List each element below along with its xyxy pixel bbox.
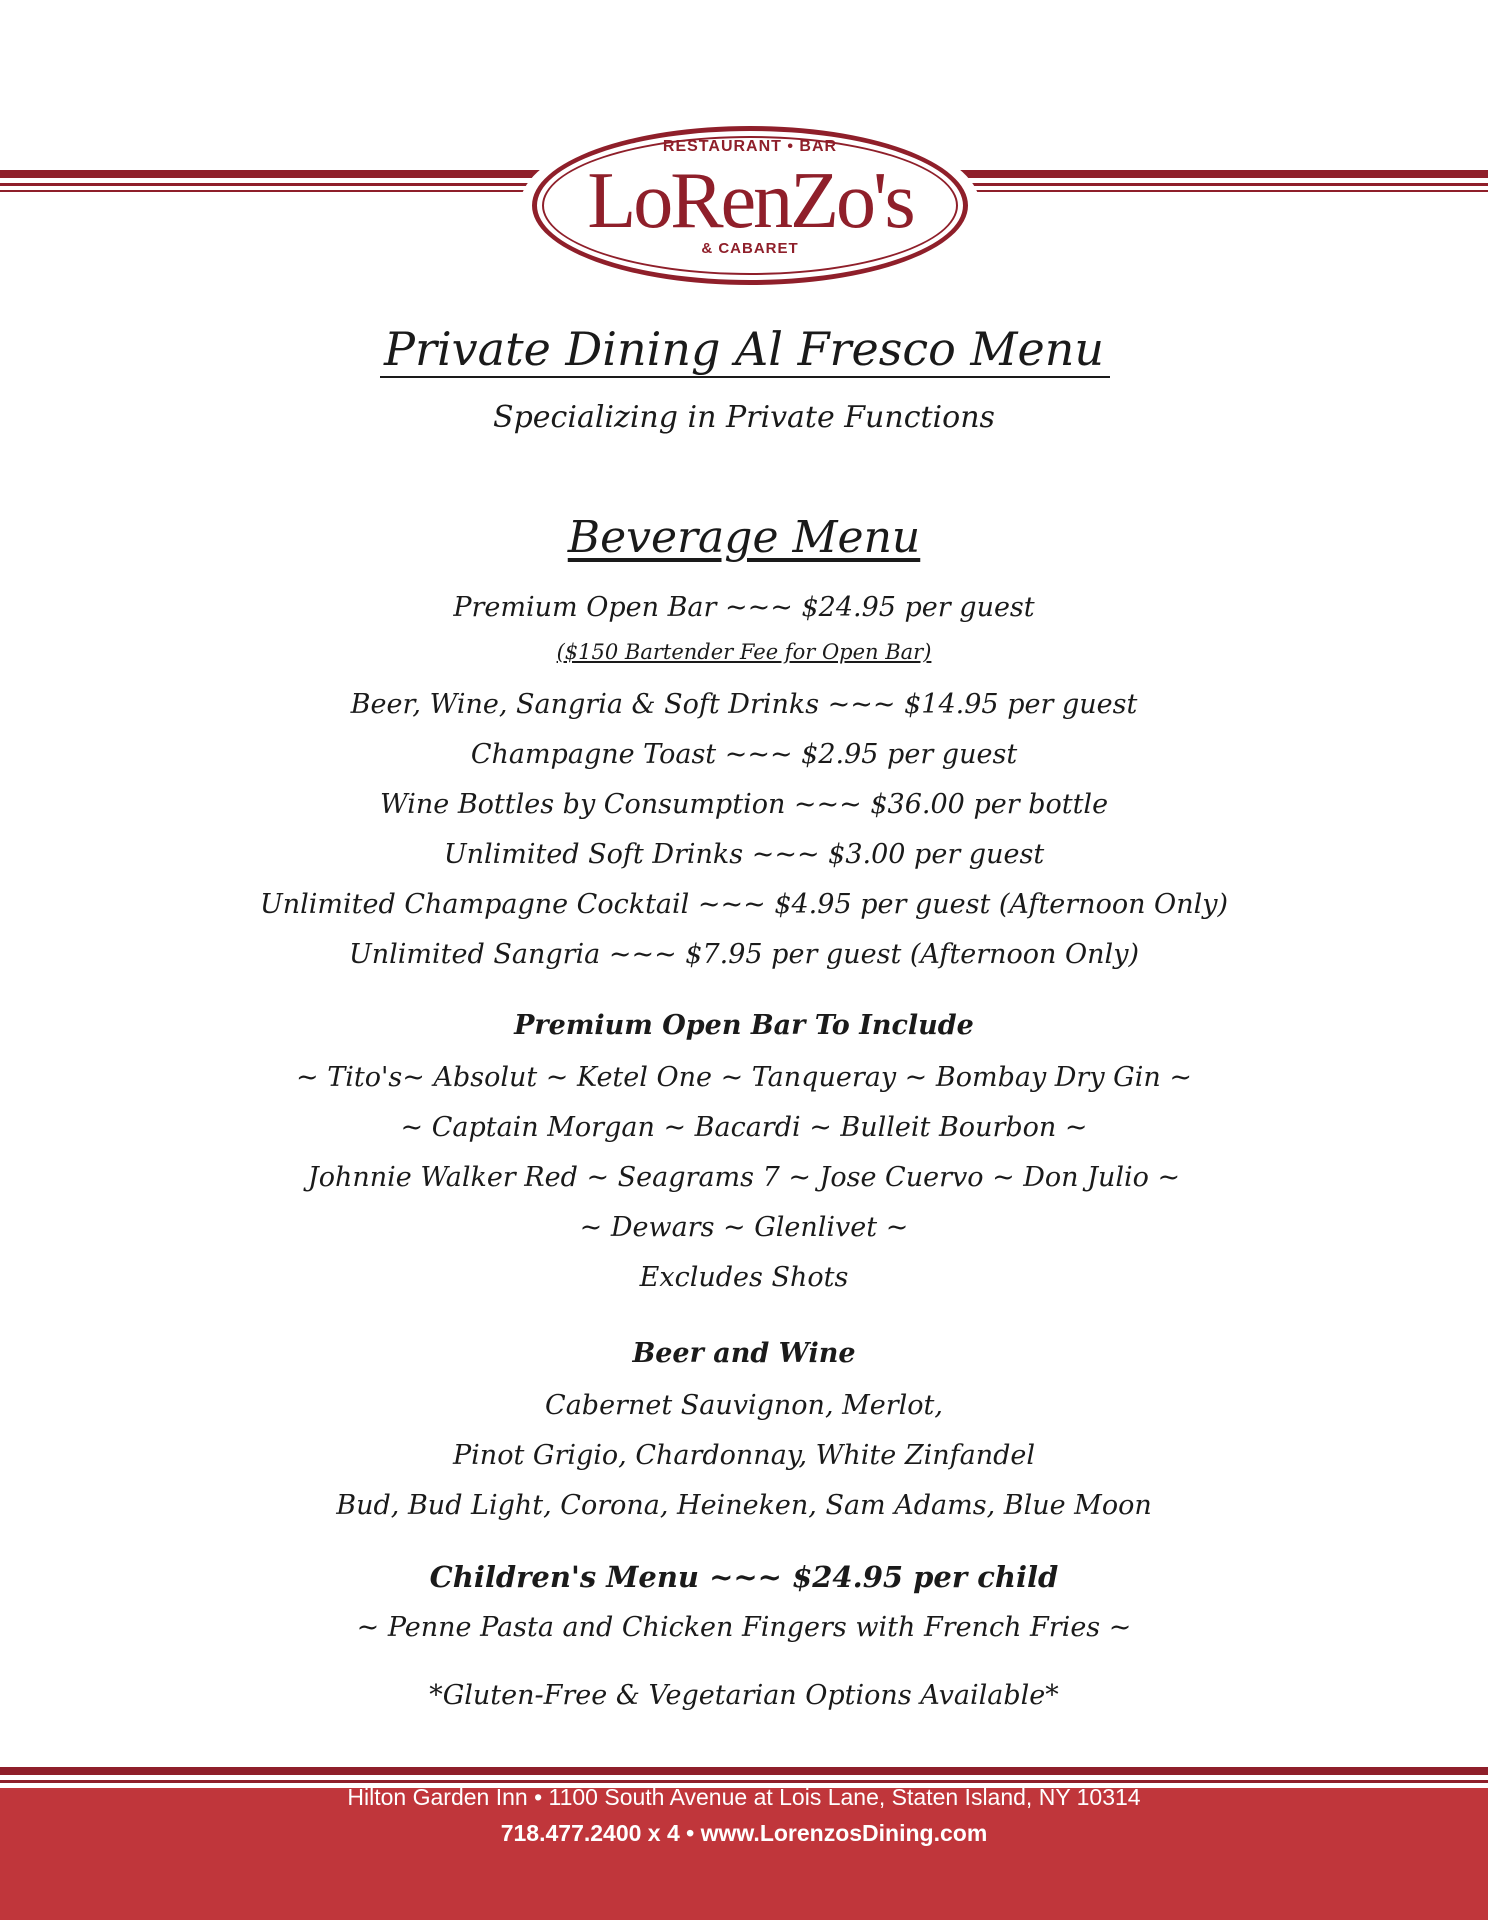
- premium-open-bar-heading: Premium Open Bar To Include: [514, 1010, 974, 1041]
- beverage-line-beer-wine: Beer, Wine, Sangria & Soft Drinks ~~~ $14.95 per guest: [350, 689, 1138, 720]
- premium-list-line-3: Johnnie Walker Red ~ Seagrams 7 ~ Jose Cuervo ~ Don Julio ~: [307, 1162, 1181, 1193]
- logo-tagline-top: RESTAURANT • BAR: [662, 138, 838, 155]
- premium-list-line-5: Excludes Shots: [639, 1262, 849, 1293]
- footer-stripe-thin: [0, 1780, 1488, 1783]
- premium-list-line-2: ~ Captain Morgan ~ Bacardi ~ Bulleit Bourbon ~: [400, 1112, 1088, 1143]
- page-title: Private Dining Al Fresco Menu: [384, 322, 1104, 376]
- beer-wine-line-3: Bud, Bud Light, Corona, Heineken, Sam Adams, Blue Moon: [336, 1490, 1152, 1521]
- childrens-menu-heading: Children's Menu ~~~ $24.95 per child: [429, 1560, 1059, 1594]
- footer-stripe: [0, 1767, 1488, 1775]
- footer-address: Hilton Garden Inn • 1100 South Avenue at Lois Lane, Staten Island, NY 10314: [347, 1784, 1141, 1810]
- footer-contact: 718.477.2400 x 4 • www.LorenzosDining.com: [500, 1820, 988, 1846]
- beverage-line-premium-open-bar: Premium Open Bar ~~~ $24.95 per guest: [453, 592, 1035, 623]
- bartender-fee-note: ($150 Bartender Fee for Open Bar): [556, 640, 932, 664]
- childrens-menu-line: ~ Penne Pasta and Chicken Fingers with French Fries ~: [356, 1612, 1132, 1643]
- dietary-options-note: *Gluten-Free & Vegetarian Options Available*: [429, 1680, 1059, 1711]
- beverage-line-soft-drinks: Unlimited Soft Drinks ~~~ $3.00 per guest: [443, 839, 1045, 870]
- logo-wordmark: LoRenZo's: [587, 157, 913, 245]
- logo-tagline-bottom: & CABARET: [701, 240, 799, 257]
- beverage-line-champagne-cocktail: Unlimited Champagne Cocktail ~~~ $4.95 per guest (Afternoon Only): [259, 889, 1229, 920]
- beverage-menu-title: Beverage Menu: [567, 512, 921, 563]
- title-underline: [380, 376, 1110, 378]
- page-subtitle: Specializing in Private Functions: [493, 400, 995, 435]
- beer-wine-line-2: Pinot Grigio, Chardonnay, White Zinfandel: [453, 1440, 1035, 1471]
- premium-list-line-1: ~ Tito's~ Absolut ~ Ketel One ~ Tanqueray ~ Bombay Dry Gin ~: [296, 1062, 1192, 1093]
- beverage-line-sangria: Unlimited Sangria ~~~ $7.95 per guest (Afternoon Only): [349, 939, 1139, 970]
- beer-wine-line-1: Cabernet Sauvignon, Merlot,: [545, 1390, 943, 1421]
- premium-list-line-4: ~ Dewars ~ Glenlivet ~: [579, 1212, 909, 1243]
- restaurant-logo: [520, 118, 980, 293]
- beverage-line-wine-bottles: Wine Bottles by Consumption ~~~ $36.00 per bottle: [379, 789, 1109, 820]
- beverage-line-champagne-toast: Champagne Toast ~~~ $2.95 per guest: [470, 739, 1018, 770]
- beer-wine-heading: Beer and Wine: [632, 1338, 856, 1369]
